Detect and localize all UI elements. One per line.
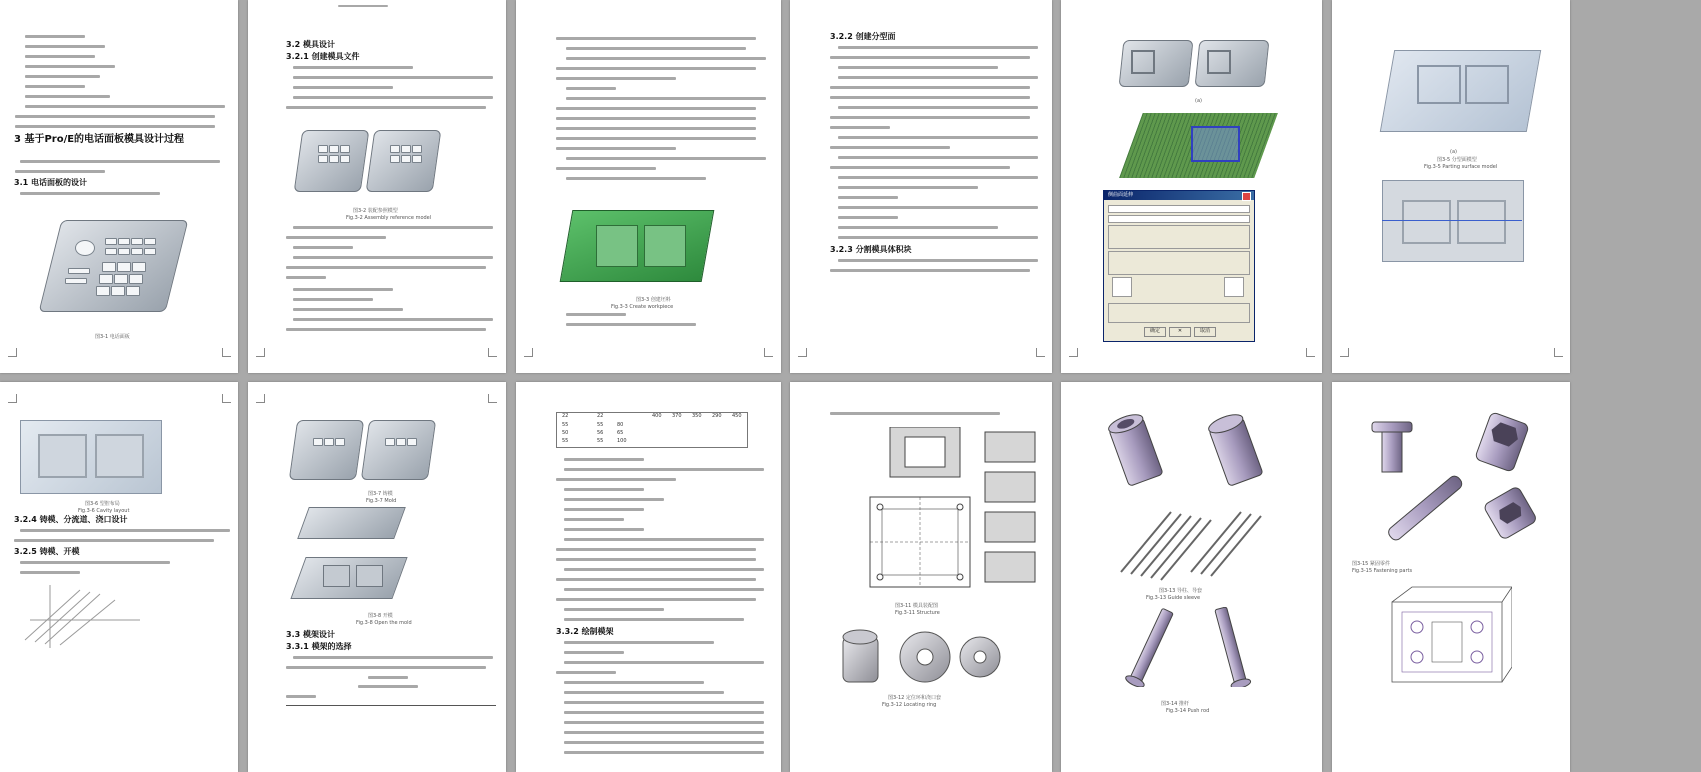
locating-ring-figure [835, 622, 1005, 692]
push-rod-array-figure [1111, 502, 1271, 582]
extend-surface-dialog[interactable] [1103, 190, 1255, 342]
figure-caption-en-2: Fig.3-8 Open the mold [356, 620, 412, 626]
page-11[interactable] [1061, 382, 1322, 772]
push-rod-svg [1121, 607, 1271, 687]
assembly-model-figure [298, 125, 448, 195]
runner-sketch-svg [20, 580, 150, 650]
page-4[interactable] [790, 0, 1052, 373]
phone-panel-figure [50, 210, 180, 320]
figure-caption-en-2: Fig.3-12 Locating ring [882, 702, 937, 708]
mesh-figure [1131, 108, 1271, 183]
open-mold-figure [298, 507, 418, 607]
figure-caption-cn: 图3-6 型腔布局 [85, 501, 120, 507]
fastening-parts-figure [1362, 412, 1552, 552]
page-12[interactable] [1332, 382, 1570, 772]
figure-label: (a) [1195, 98, 1202, 104]
figure-caption-en: Fig.3-15 Fastening parts [1352, 568, 1413, 574]
figure-caption-en: Fig.3-7 Mold [366, 498, 397, 504]
dialog-ok-button[interactable]: 确定 [1144, 327, 1166, 337]
dialog-x-button[interactable]: ✕ [1169, 327, 1191, 337]
figure-caption-cn: 图3-7 铸模 [368, 491, 393, 497]
mold-drawing-figure [860, 427, 1040, 597]
figure-caption-cn-2: 图3-8 开模 [368, 613, 393, 619]
dialog-cancel-button[interactable]: 取消 [1194, 327, 1216, 337]
assembly-wireframe-figure [1382, 582, 1512, 702]
figure-caption-en: Fig.3-11 Structure [895, 610, 940, 616]
page-9[interactable] [516, 382, 781, 772]
subsection-heading: 3.3.1 模架的选择 [286, 642, 352, 651]
mold-base-table: 22 22 400 370 350 290 450 55 55 80 50 56 65 55 55 100 [556, 412, 748, 448]
page-5[interactable] [1061, 0, 1322, 373]
workpiece-figure [566, 200, 716, 285]
chapter-heading: 3 基于Pro/E的电话面板模具设计过程 [14, 134, 185, 145]
figure-caption-cn: 图3-13 导柱、导套 [1159, 588, 1202, 594]
option-icon-left[interactable] [1112, 277, 1132, 297]
figure-caption: 图3-1 电话面板 [95, 334, 130, 340]
figure-caption-en: Fig.3-2 Assembly reference model [346, 215, 432, 221]
page-7[interactable] [0, 382, 238, 772]
subsection-heading: 3.2.1 创建模具文件 [286, 52, 360, 61]
section-heading: 3.2 模具设计 [286, 40, 335, 49]
locating-ring-svg [835, 622, 1005, 692]
section-heading: 3.2.2 创建分型面 [830, 32, 896, 41]
section-heading: 3.3.2 绘制模架 [556, 627, 614, 636]
assembly-wireframe-svg [1382, 582, 1512, 702]
section-heading: 3.2.4 铸模、分流道、浇口设计 [14, 515, 128, 524]
fastening-parts-svg [1362, 412, 1552, 552]
figure-caption-cn: 图3-2 装配参照模型 [353, 208, 398, 214]
page-1[interactable] [0, 0, 238, 373]
figure-caption-cn-2: 图3-12 定位环和浇口套 [888, 695, 941, 701]
section-heading: 3.3 模架设计 [286, 630, 335, 639]
figure-caption-cn: 图3-3 创建坯料 [636, 297, 671, 303]
option-icon-right[interactable] [1224, 277, 1244, 297]
page-10[interactable] [790, 382, 1052, 772]
two-panels-figure [1121, 40, 1271, 90]
parting-view-figure [1382, 180, 1527, 265]
mold-figure [293, 420, 443, 485]
dialog-title: 侧曲面延伸 [1108, 192, 1134, 198]
figure-caption-en-2: Fig.3-14 Push rod [1166, 708, 1210, 714]
figure-caption-en: Fig.3-13 Guide sleeve [1146, 595, 1201, 601]
push-rod-array-svg [1111, 502, 1271, 582]
figure-caption-en: Fig.3-6 Cavity layout [78, 508, 130, 514]
guide-sleeve-svg [1096, 412, 1286, 492]
figure-caption-cn: 图3-15 紧固零件 [1352, 561, 1390, 567]
cavity-layout-figure [20, 420, 165, 495]
figure-caption-en: Fig.3-5 Parting surface model [1424, 164, 1498, 170]
figure-caption-en: Fig.3-3 Create workpiece [611, 304, 674, 310]
figure-caption-cn-2: 图3-14 推杆 [1161, 701, 1189, 707]
section-heading: 3.1 电话面板的设计 [14, 178, 87, 187]
section-heading-2: 3.2.5 铸模、开模 [14, 547, 80, 556]
parting-surface-figure [1387, 40, 1537, 140]
guide-sleeve-figure [1096, 412, 1286, 492]
figure-caption-cn: 图3-11 模具装配图 [895, 603, 938, 609]
figure-caption-cn: 图3-5 分型面模型 [1437, 157, 1477, 163]
page-8[interactable] [248, 382, 506, 772]
page-3[interactable] [516, 0, 781, 373]
page-6[interactable]: (a) 图3-5 分型面模型 Fig.3-5 Parting surface model [1332, 0, 1570, 373]
section-heading-2: 3.2.3 分割模具体积块 [830, 245, 912, 254]
page-2[interactable] [248, 0, 506, 373]
runner-sketch-figure [20, 580, 150, 650]
push-rod-figure [1121, 607, 1271, 687]
close-icon[interactable] [1242, 192, 1251, 201]
mold-drawing-svg [860, 427, 1040, 597]
